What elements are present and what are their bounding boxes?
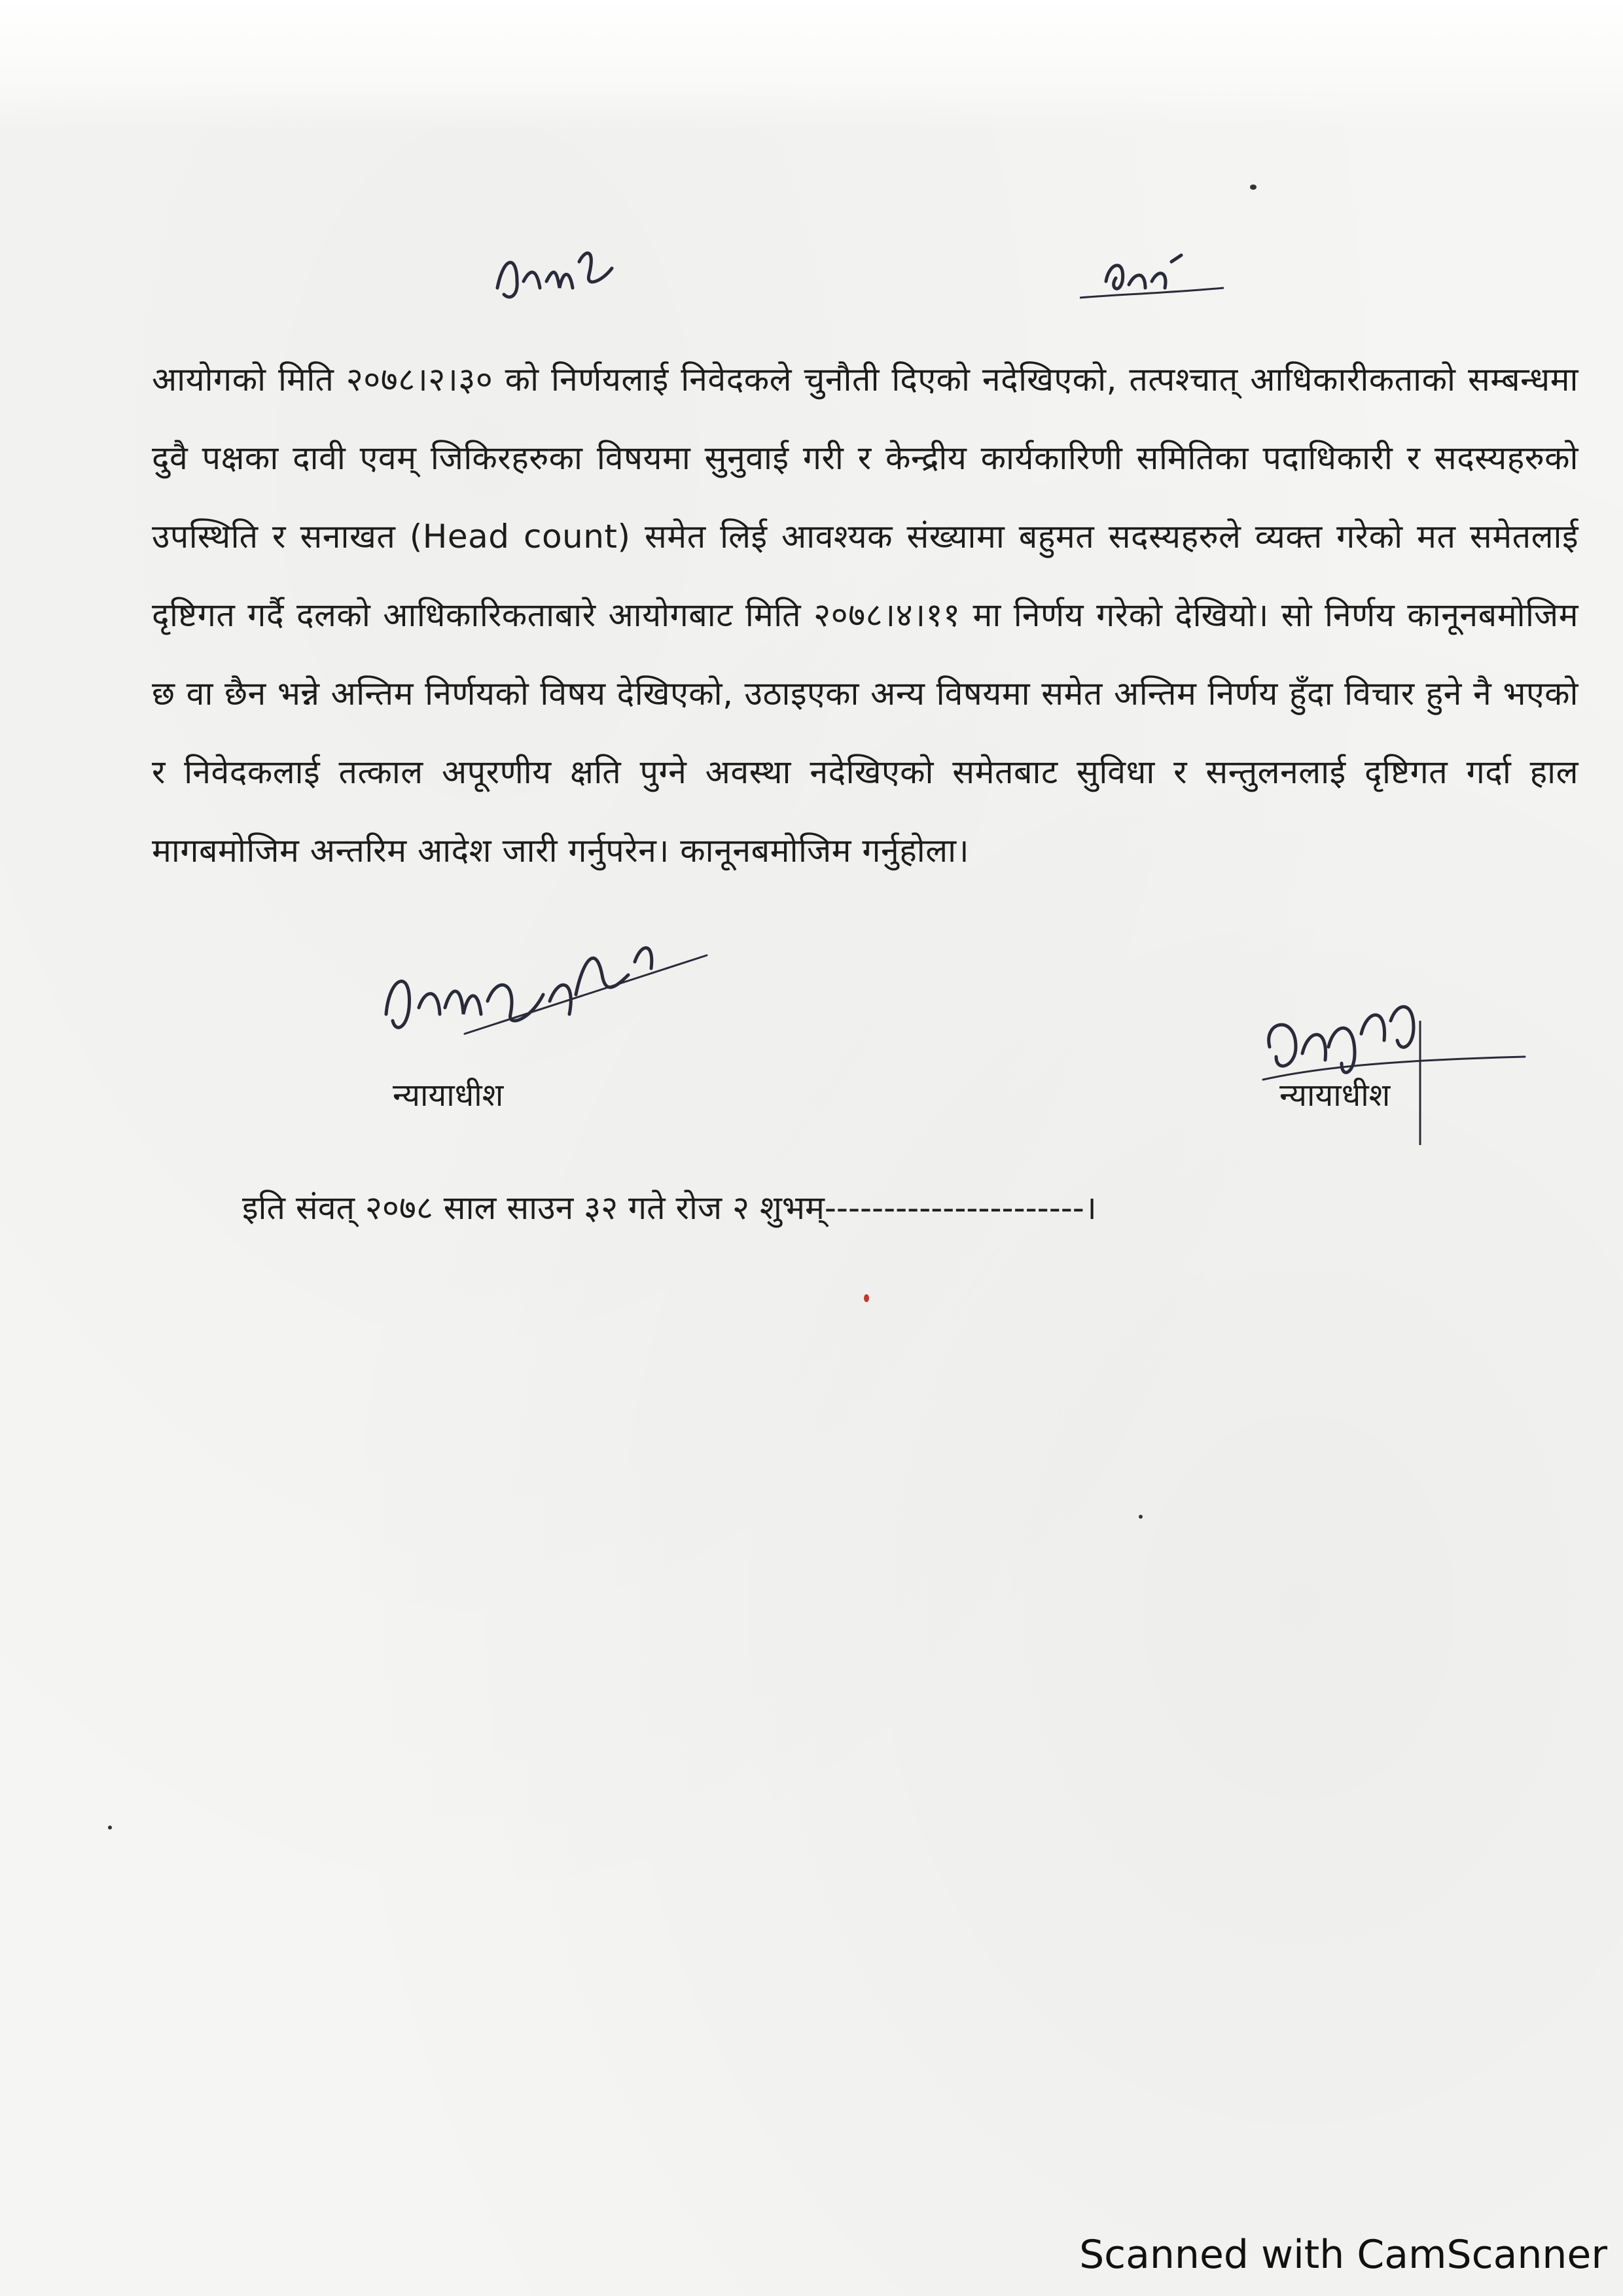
date-line: इति संवत् २०७८ साल साउन ३२ गते रोज २ शुभम्----------------------। xyxy=(242,1189,1097,1227)
right-judge-label: न्यायाधीश xyxy=(1279,1077,1391,1114)
initials-right-margin xyxy=(1099,249,1204,308)
page-top-edge xyxy=(0,0,1623,131)
scan-speck xyxy=(1250,185,1257,190)
scan-speck xyxy=(108,1826,112,1829)
scan-speck xyxy=(1139,1515,1143,1519)
order-paragraph: आयोगको मिति २०७८।२।३० को निर्णयलाई निवेदकले चुनौती दिएको नदेखिएको, तत्पश्चात् आधिकारीकताको सम्बन्धमा दुवै पक्षका दावी एवम् जिकिरहरुका विषयमा सुनुवाई गरी र केन्द्रीय कार्यकारिणी समितिका पदाधिकारी र सदस्यहरुको उपस्थिति र सनाखत (Head count) समेत लिई आवश्यक संख्यामा बहुमत सदस्यहरुले व्यक्त गरेको मत समेतलाई दृष्टिगत गर्दै दलको आधिकारिकताबारे आयोगबाट मिति २०७८।४।११ मा निर्णय गरेको देखियो। सो निर्णय कानूनबमोजिम छ वा छैन भन्ने अन्तिम निर्णयको विषय देखिएको, उठाइएका अन्य विषयमा समेत अन्तिम निर्णय हुँदा विचार हुने नै भएको र निवेदकलाई तत्काल अपूरणीय क्षति पुग्ने अवस्था नदेखिएको समेतबाट सुविधा र सन्तुलनलाई दृष्टिगत गर्दा हाल मागबमोजिम अन्तरिम आदेश जारी गर्नुपरेन। कानूनबमोजिम गर्नुहोला। xyxy=(152,361,1578,870)
scanner-watermark: Scanned with CamScanner xyxy=(1079,2232,1607,2278)
scan-speck xyxy=(864,1294,869,1302)
initials-left-margin xyxy=(491,242,622,321)
left-judge-label: न्यायाधीश xyxy=(393,1077,504,1114)
left-judge-signature xyxy=(380,936,720,1067)
